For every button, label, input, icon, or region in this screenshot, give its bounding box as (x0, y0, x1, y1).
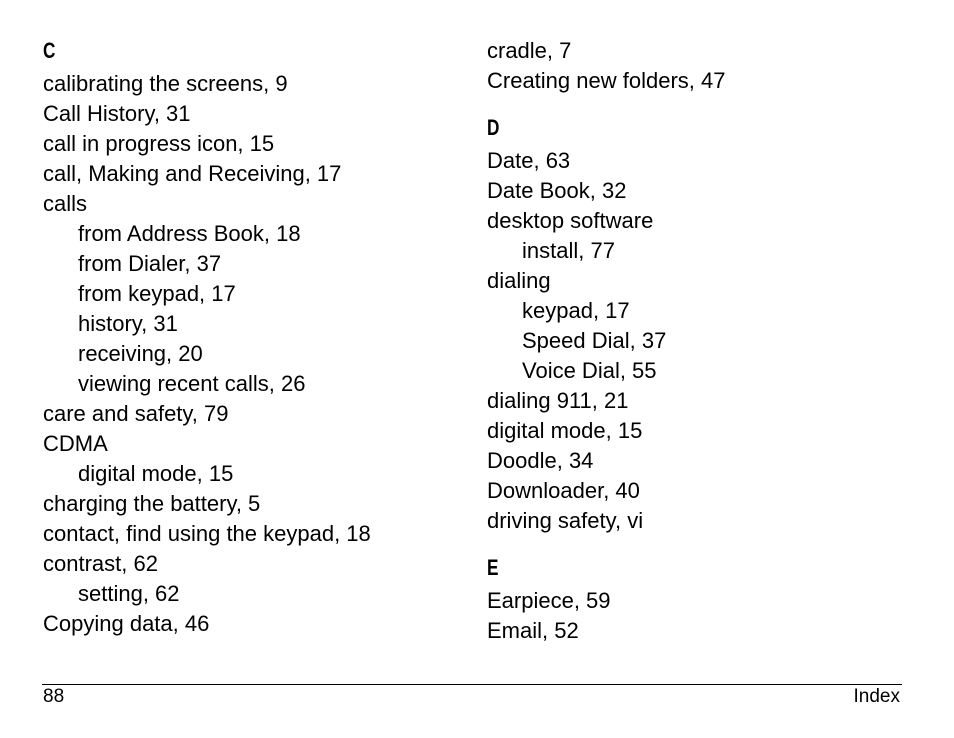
index-entry: dialing (487, 268, 551, 293)
index-entry: dialing 911, 21 (487, 388, 629, 413)
index-entry: contact, find using the keypad, 18 (43, 521, 371, 546)
index-entry: contrast, 62 (43, 551, 158, 576)
index-subentry: setting, 62 (78, 581, 180, 606)
index-entry: Email, 52 (487, 618, 579, 643)
index-subentry: from keypad, 17 (78, 281, 236, 306)
index-subentry: Speed Dial, 37 (522, 328, 667, 353)
index-entry: Doodle, 34 (487, 448, 594, 473)
index-column-left (43, 36, 463, 639)
index-entry: calls (43, 191, 88, 216)
footer-divider (42, 684, 902, 685)
index-subentry: receiving, 20 (78, 341, 203, 366)
index-entry: Date Book, 32 (487, 178, 627, 203)
section-letter-e: E (487, 555, 499, 580)
section-letter-d: D (487, 115, 500, 140)
page-number: 88 (43, 686, 65, 707)
index-subentry: install, 77 (522, 238, 615, 263)
index-entry: Downloader, 40 (487, 478, 640, 503)
index-subentry: digital mode, 15 (78, 461, 234, 486)
index-subentry: Voice Dial, 55 (522, 358, 657, 383)
index-subentry: keypad, 17 (522, 298, 630, 323)
index-entry: calibrating the screens, 9 (43, 71, 288, 96)
index-entry: digital mode, 15 (487, 418, 643, 443)
index-entry: call in progress icon, 15 (43, 131, 275, 156)
index-entry: CDMA (43, 431, 108, 456)
index-subentry: viewing recent calls, 26 (78, 371, 306, 396)
index-entry: call, Making and Receiving, 17 (43, 161, 342, 186)
index-entry: Date, 63 (487, 148, 571, 173)
index-entry: Creating new folders, 47 (487, 68, 726, 93)
index-subentry: from Address Book, 18 (78, 221, 301, 246)
section-letter-c: C (43, 38, 56, 63)
footer-section-name: Index (853, 686, 900, 707)
index-entry: Earpiece, 59 (487, 588, 611, 613)
index-entry: Copying data, 46 (43, 611, 210, 636)
index-entry: cradle, 7 (487, 38, 572, 63)
index-subentry: history, 31 (78, 311, 178, 336)
index-entry: Call History, 31 (43, 101, 191, 126)
index-entry: driving safety, vi (487, 508, 644, 533)
index-entry: care and safety, 79 (43, 401, 229, 426)
index-entry: desktop software (487, 208, 654, 233)
index-subentry: from Dialer, 37 (78, 251, 222, 276)
index-entry: charging the battery, 5 (43, 491, 261, 516)
index-column-right (487, 36, 907, 646)
